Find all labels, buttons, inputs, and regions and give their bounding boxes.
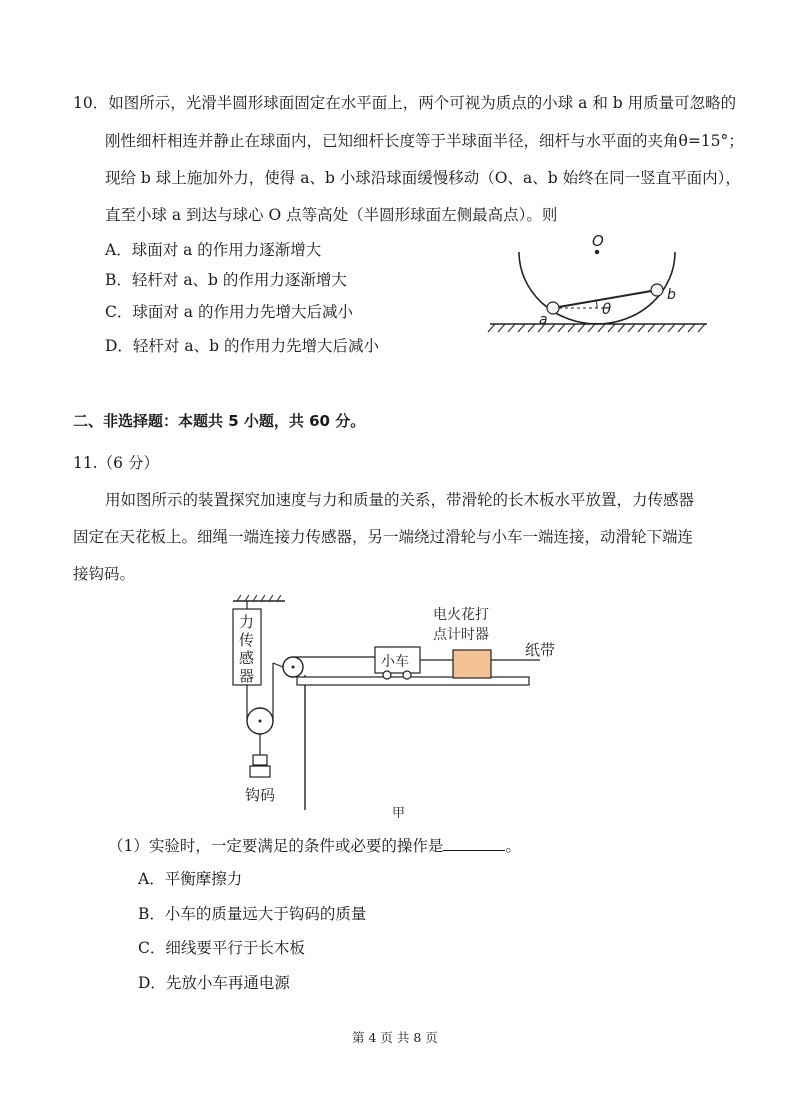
label-o: O xyxy=(592,232,604,250)
q10-stem-line2: 刚性细杆相连并静止在球面内，已知细杆长度等于半球面半径，细杆与水平面的夹角θ=15°； xyxy=(105,132,744,150)
q11-sub1-prompt: （1）实验时，一定要满足的条件或必要的操作是 xyxy=(108,837,444,855)
q11-option-d: D．先放小车再通电源 xyxy=(138,974,290,992)
ball-b xyxy=(651,284,663,296)
q10-option-b: B．轻杆对 a、b 的作用力逐渐增大 xyxy=(105,271,347,289)
center-o-dot xyxy=(595,250,599,254)
cart-wheel-right xyxy=(403,671,411,679)
figure-caption: 甲 xyxy=(392,806,406,821)
label-a: a xyxy=(539,312,548,328)
q11-intro-line1: 用如图所示的装置探究加速度与力和质量的关系，带滑轮的长木板水平放置，力传感器 xyxy=(105,491,695,509)
q10-option-a: A．球面对 a 的作用力逐渐增大 xyxy=(105,241,322,259)
cart-label: 小车 xyxy=(381,654,409,670)
q10-stem-line3: 现给 b 球上施加外力，使得 a、b 小球沿球面缓慢移动（O、a、b 始终在同一竖直平面内）， xyxy=(105,169,741,187)
answer-blank[interactable] xyxy=(443,836,505,851)
sensor-char-2: 传 xyxy=(239,631,255,649)
label-b: b xyxy=(667,287,676,303)
q11-intro-line3: 接钩码。 xyxy=(73,565,136,583)
cart-wheel-left xyxy=(383,671,391,679)
tape-label: 纸带 xyxy=(525,641,556,659)
q11-option-a: A．平衡摩擦力 xyxy=(138,870,243,888)
sensor-char-3: 感 xyxy=(239,649,255,667)
q10-stem-line4: 直至小球 a 到达与球心 O 点等高处（半圆形球面左侧最高点）。则 xyxy=(105,206,558,224)
q11-intro-line2: 固定在天花板上。细绳一端连接力传感器，另一端绕过滑轮与小车一端连接，动滑轮下端连 xyxy=(73,528,694,546)
q11-sub1-end: 。 xyxy=(505,837,521,855)
spark-timer xyxy=(453,650,491,678)
page-footer: 第 4 页 共 8 页 xyxy=(352,1030,438,1045)
q11-option-c: C．细线要平行于长木板 xyxy=(138,939,305,957)
q10-stem-line1: 10．如图所示，光滑半圆形球面固定在水平面上，两个可视为质点的小球 a 和 b 用质量可忽略的 xyxy=(73,94,737,112)
q11-option-b: B．小车的质量远大于钩码的质量 xyxy=(138,905,367,923)
q11-apparatus-figure xyxy=(225,595,590,825)
q11-sub1 xyxy=(108,836,521,856)
theta-arc xyxy=(596,301,597,308)
q10-option-d: D．轻杆对 a、b 的作用力先增大后减小 xyxy=(105,337,379,355)
q11-number: 11.（6 分） xyxy=(73,454,159,472)
ball-a xyxy=(547,302,559,314)
q10-bowl-figure xyxy=(485,228,715,343)
timer-label-2: 点计时器 xyxy=(433,627,489,643)
sensor-char-4: 器 xyxy=(239,667,255,685)
q10-option-c: C．球面对 a 的作用力先增大后减小 xyxy=(105,303,353,321)
hook-weight xyxy=(250,753,270,777)
section-heading: 二、非选择题：本题共 5 小题，共 60 分。 xyxy=(73,412,366,430)
sensor-char-1: 力 xyxy=(239,613,255,631)
label-theta: θ xyxy=(602,300,612,318)
long-board xyxy=(297,677,529,685)
weight-label: 钩码 xyxy=(245,786,276,804)
timer-label-1: 电火花打 xyxy=(433,607,489,623)
